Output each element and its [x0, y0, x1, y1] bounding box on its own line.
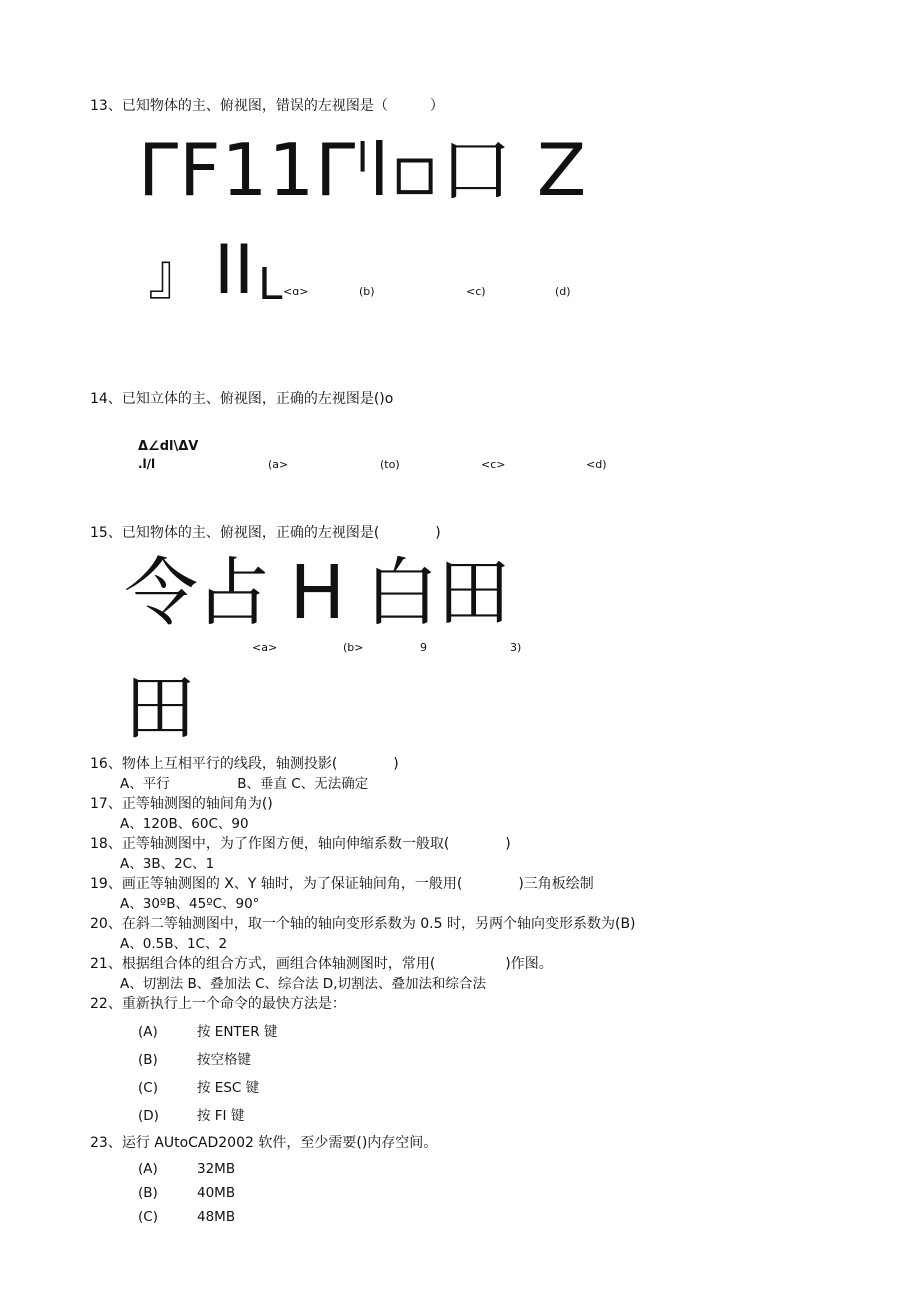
q14-figure-glyphs-row1: Δ∠dl\ΔV	[138, 439, 199, 454]
q13-label-c: <c)	[466, 285, 486, 298]
q23-option-c-text: 48MB	[197, 1209, 236, 1225]
question-13-text: 13、已知物体的主、俯视图，错误的左视图是（ ）	[90, 98, 444, 114]
q13-label-d: (d)	[555, 285, 571, 298]
question-18-text: 18、正等轴测图中，为了作图方便，轴向伸缩系数一般取( )	[90, 836, 511, 852]
question-17-text: 17、正等轴测图的轴间角为()	[90, 796, 273, 812]
q13-label-b: (b)	[359, 285, 375, 298]
q23-option-b-letter: (B)	[138, 1185, 158, 1201]
question-19-text: 19、画正等轴测图的 X、Y 轴时，为了保证轴间角，一般用( )三角板绘制	[90, 876, 594, 892]
q22-option-a-letter: (A)	[138, 1024, 158, 1040]
question-21-options: A、切割法 B、叠加法 C、综合法 D,切割法、叠加法和综合法	[120, 976, 486, 992]
q22-option-c-letter: (C)	[138, 1080, 158, 1096]
q14-label-a: (a>	[268, 458, 289, 471]
q15-label-a: <a>	[252, 641, 278, 654]
q23-option-b-text: 40MB	[197, 1185, 236, 1201]
q13-figure-glyph-b: II	[214, 231, 255, 310]
question-17-options: A、120B、60C、90	[120, 816, 249, 832]
q15-label-d: 3)	[510, 641, 522, 654]
q23-option-c-letter: (C)	[138, 1209, 158, 1225]
question-19-options: A、30ºB、45ºC、90°	[120, 896, 260, 912]
q14-label-b: (to)	[380, 458, 400, 471]
q15-figure-glyphs-row1: 令占 H 白田	[124, 550, 509, 636]
q22-option-c-text: 按 ESC 键	[197, 1080, 260, 1096]
q23-option-a-text: 32MB	[197, 1161, 236, 1177]
q15-label-b: (b>	[343, 641, 364, 654]
q14-label-d: <d)	[586, 458, 607, 471]
q13-figure-glyph-a: 』	[148, 243, 204, 308]
question-23-text: 23、运行 AUtoCAD2002 软件，至少需要()内存空间。	[90, 1135, 438, 1151]
q14-label-c: <c>	[481, 458, 506, 471]
question-21-text: 21、根据组合体的组合方式，画组合体轴测图时，常用( )作图。	[90, 956, 553, 972]
question-20-options: A、0.5B、1C、2	[120, 936, 228, 952]
question-15-text: 15、已知物体的主、俯视图，正确的左视图是( )	[90, 525, 441, 541]
question-16-options: A、平行 B、垂直 C、无法确定	[120, 776, 369, 792]
q13-figure-glyphs-row1: ΓF11Γˡl▫口 Z	[138, 128, 588, 212]
question-22-text: 22、重新执行上一个命令的最快方法是：	[90, 996, 346, 1012]
q13-label-a: <ɑ>	[283, 285, 309, 298]
q15-figure-glyph-row2: 田	[124, 666, 197, 750]
q23-option-a-letter: (A)	[138, 1161, 158, 1177]
question-18-options: A、3B、2C、1	[120, 856, 215, 872]
question-14-text: 14、已知立体的主、俯视图，正确的左视图是()o	[90, 391, 394, 407]
q14-figure-glyphs-row2: .l/l	[138, 457, 156, 471]
q22-option-d-text: 按 FI 键	[197, 1108, 245, 1124]
q15-label-c: 9	[420, 641, 427, 654]
q22-option-d-letter: (D)	[138, 1108, 159, 1124]
q22-option-b-letter: (B)	[138, 1052, 158, 1068]
q13-figure-glyph-c: L	[258, 259, 283, 310]
q22-option-a-text: 按 ENTER 键	[197, 1024, 278, 1040]
question-16-text: 16、物体上互相平行的线段，轴测投影( )	[90, 756, 399, 772]
q22-option-b-text: 按空格键	[197, 1052, 251, 1068]
question-20-text: 20、在斜二等轴测图中，取一个轴的轴向变形系数为 0.5 时，另两个轴向变形系数为(B)	[90, 916, 636, 932]
